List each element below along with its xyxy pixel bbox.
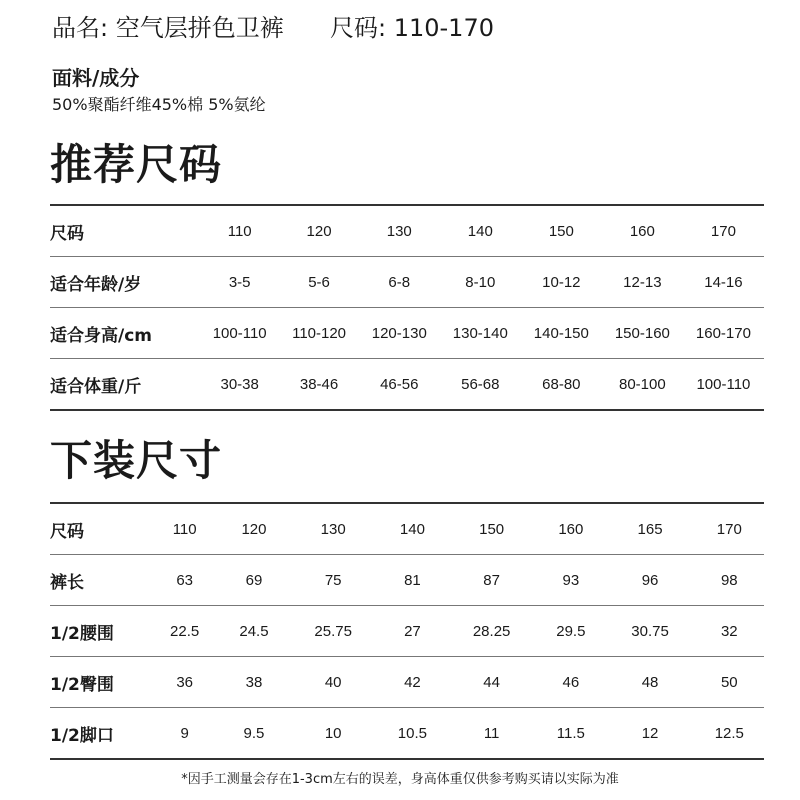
table-cell: 25.75 — [289, 606, 378, 657]
table-cell: 11.5 — [536, 708, 605, 760]
table-cell: 6-8 — [359, 257, 440, 308]
table-cell: 140-150 — [521, 308, 602, 359]
table-row — [50, 257, 764, 308]
table-cell: 81 — [378, 555, 447, 606]
row-label: 裤长 — [50, 555, 150, 606]
table-cell: 160-170 — [683, 308, 764, 359]
table-cell: 40 — [289, 657, 378, 708]
table-cell: 68-80 — [521, 359, 602, 411]
row-label: 尺码 — [50, 503, 150, 555]
bottoms-size-title: 下装尺寸 — [50, 436, 223, 485]
table-cell: 12.5 — [695, 708, 764, 760]
table-cell: 93 — [536, 555, 605, 606]
table-cell: 165 — [606, 503, 695, 555]
table-cell: 140 — [440, 205, 521, 257]
table-cell: 110 — [150, 503, 219, 555]
table-cell: 11 — [447, 708, 536, 760]
table-cell: 150 — [447, 503, 536, 555]
table-cell: 100-110 — [200, 308, 279, 359]
row-label: 尺码 — [50, 205, 200, 257]
table-cell: 36 — [150, 657, 219, 708]
table-cell: 63 — [150, 555, 219, 606]
table-cell: 24.5 — [219, 606, 288, 657]
table-row — [50, 308, 764, 359]
table-cell: 80-100 — [602, 359, 683, 411]
table-cell: 8-10 — [440, 257, 521, 308]
table-cell: 160 — [602, 205, 683, 257]
table-cell: 29.5 — [536, 606, 605, 657]
fabric-title: 面料/成分 — [52, 66, 140, 90]
table-cell: 10 — [289, 708, 378, 760]
table-cell: 120 — [219, 503, 288, 555]
table-cell: 56-68 — [440, 359, 521, 411]
table-row — [50, 205, 764, 257]
table-cell: 98 — [695, 555, 764, 606]
recommended-size-table — [50, 204, 764, 411]
table-cell: 38 — [219, 657, 288, 708]
table-cell: 10-12 — [521, 257, 602, 308]
table-cell: 150 — [521, 205, 602, 257]
row-label: 1/2脚口 — [50, 708, 150, 760]
table-cell: 32 — [695, 606, 764, 657]
table-cell: 96 — [606, 555, 695, 606]
table-cell: 130 — [289, 503, 378, 555]
table-cell: 130 — [359, 205, 440, 257]
table-cell: 27 — [378, 606, 447, 657]
table-cell: 110 — [200, 205, 279, 257]
table-cell: 69 — [219, 555, 288, 606]
row-label: 适合年龄/岁 — [50, 257, 200, 308]
table-cell: 87 — [447, 555, 536, 606]
table-cell: 46-56 — [359, 359, 440, 411]
table-row — [50, 657, 764, 708]
table-cell: 50 — [695, 657, 764, 708]
table-cell: 14-16 — [683, 257, 764, 308]
size-range: 尺码: 110-170 — [330, 14, 494, 42]
row-label: 适合身高/cm — [50, 308, 200, 359]
table-row — [50, 555, 764, 606]
table-row — [50, 359, 764, 411]
recommended-size-title: 推荐尺码 — [50, 140, 223, 189]
table-row — [50, 708, 764, 760]
table-cell: 30-38 — [200, 359, 279, 411]
table-cell: 9 — [150, 708, 219, 760]
row-label: 1/2腰围 — [50, 606, 150, 657]
table-cell: 48 — [606, 657, 695, 708]
table-cell: 110-120 — [279, 308, 358, 359]
table-cell: 75 — [289, 555, 378, 606]
table-cell: 5-6 — [279, 257, 358, 308]
table-cell: 9.5 — [219, 708, 288, 760]
table-cell: 120-130 — [359, 308, 440, 359]
table-cell: 42 — [378, 657, 447, 708]
table-cell: 28.25 — [447, 606, 536, 657]
bottoms-size-table — [50, 502, 764, 760]
table-cell: 12 — [606, 708, 695, 760]
table-cell: 38-46 — [279, 359, 358, 411]
table-cell: 160 — [536, 503, 605, 555]
table-cell: 44 — [447, 657, 536, 708]
table-cell: 3-5 — [200, 257, 279, 308]
row-label: 适合体重/斤 — [50, 359, 200, 411]
table-cell: 170 — [683, 205, 764, 257]
table-cell: 10.5 — [378, 708, 447, 760]
table-cell: 130-140 — [440, 308, 521, 359]
table-cell: 22.5 — [150, 606, 219, 657]
table-row — [50, 606, 764, 657]
table-cell: 30.75 — [606, 606, 695, 657]
table-cell: 170 — [695, 503, 764, 555]
product-name: 品名: 空气层拼色卫裤 — [52, 14, 284, 42]
table-cell: 120 — [279, 205, 358, 257]
table-row — [50, 503, 764, 555]
row-label: 1/2臀围 — [50, 657, 150, 708]
table-cell: 12-13 — [602, 257, 683, 308]
table-cell: 46 — [536, 657, 605, 708]
fabric-composition: 50%聚酯纤维45%棉 5%氨纶 — [52, 95, 266, 114]
table-cell: 140 — [378, 503, 447, 555]
product-header — [52, 8, 494, 43]
measurement-disclaimer: *因手工测量会存在1-3cm左右的误差，身高体重仅供参考购买请以实际为准 — [181, 772, 619, 787]
table-cell: 150-160 — [602, 308, 683, 359]
table-cell: 100-110 — [683, 359, 764, 411]
